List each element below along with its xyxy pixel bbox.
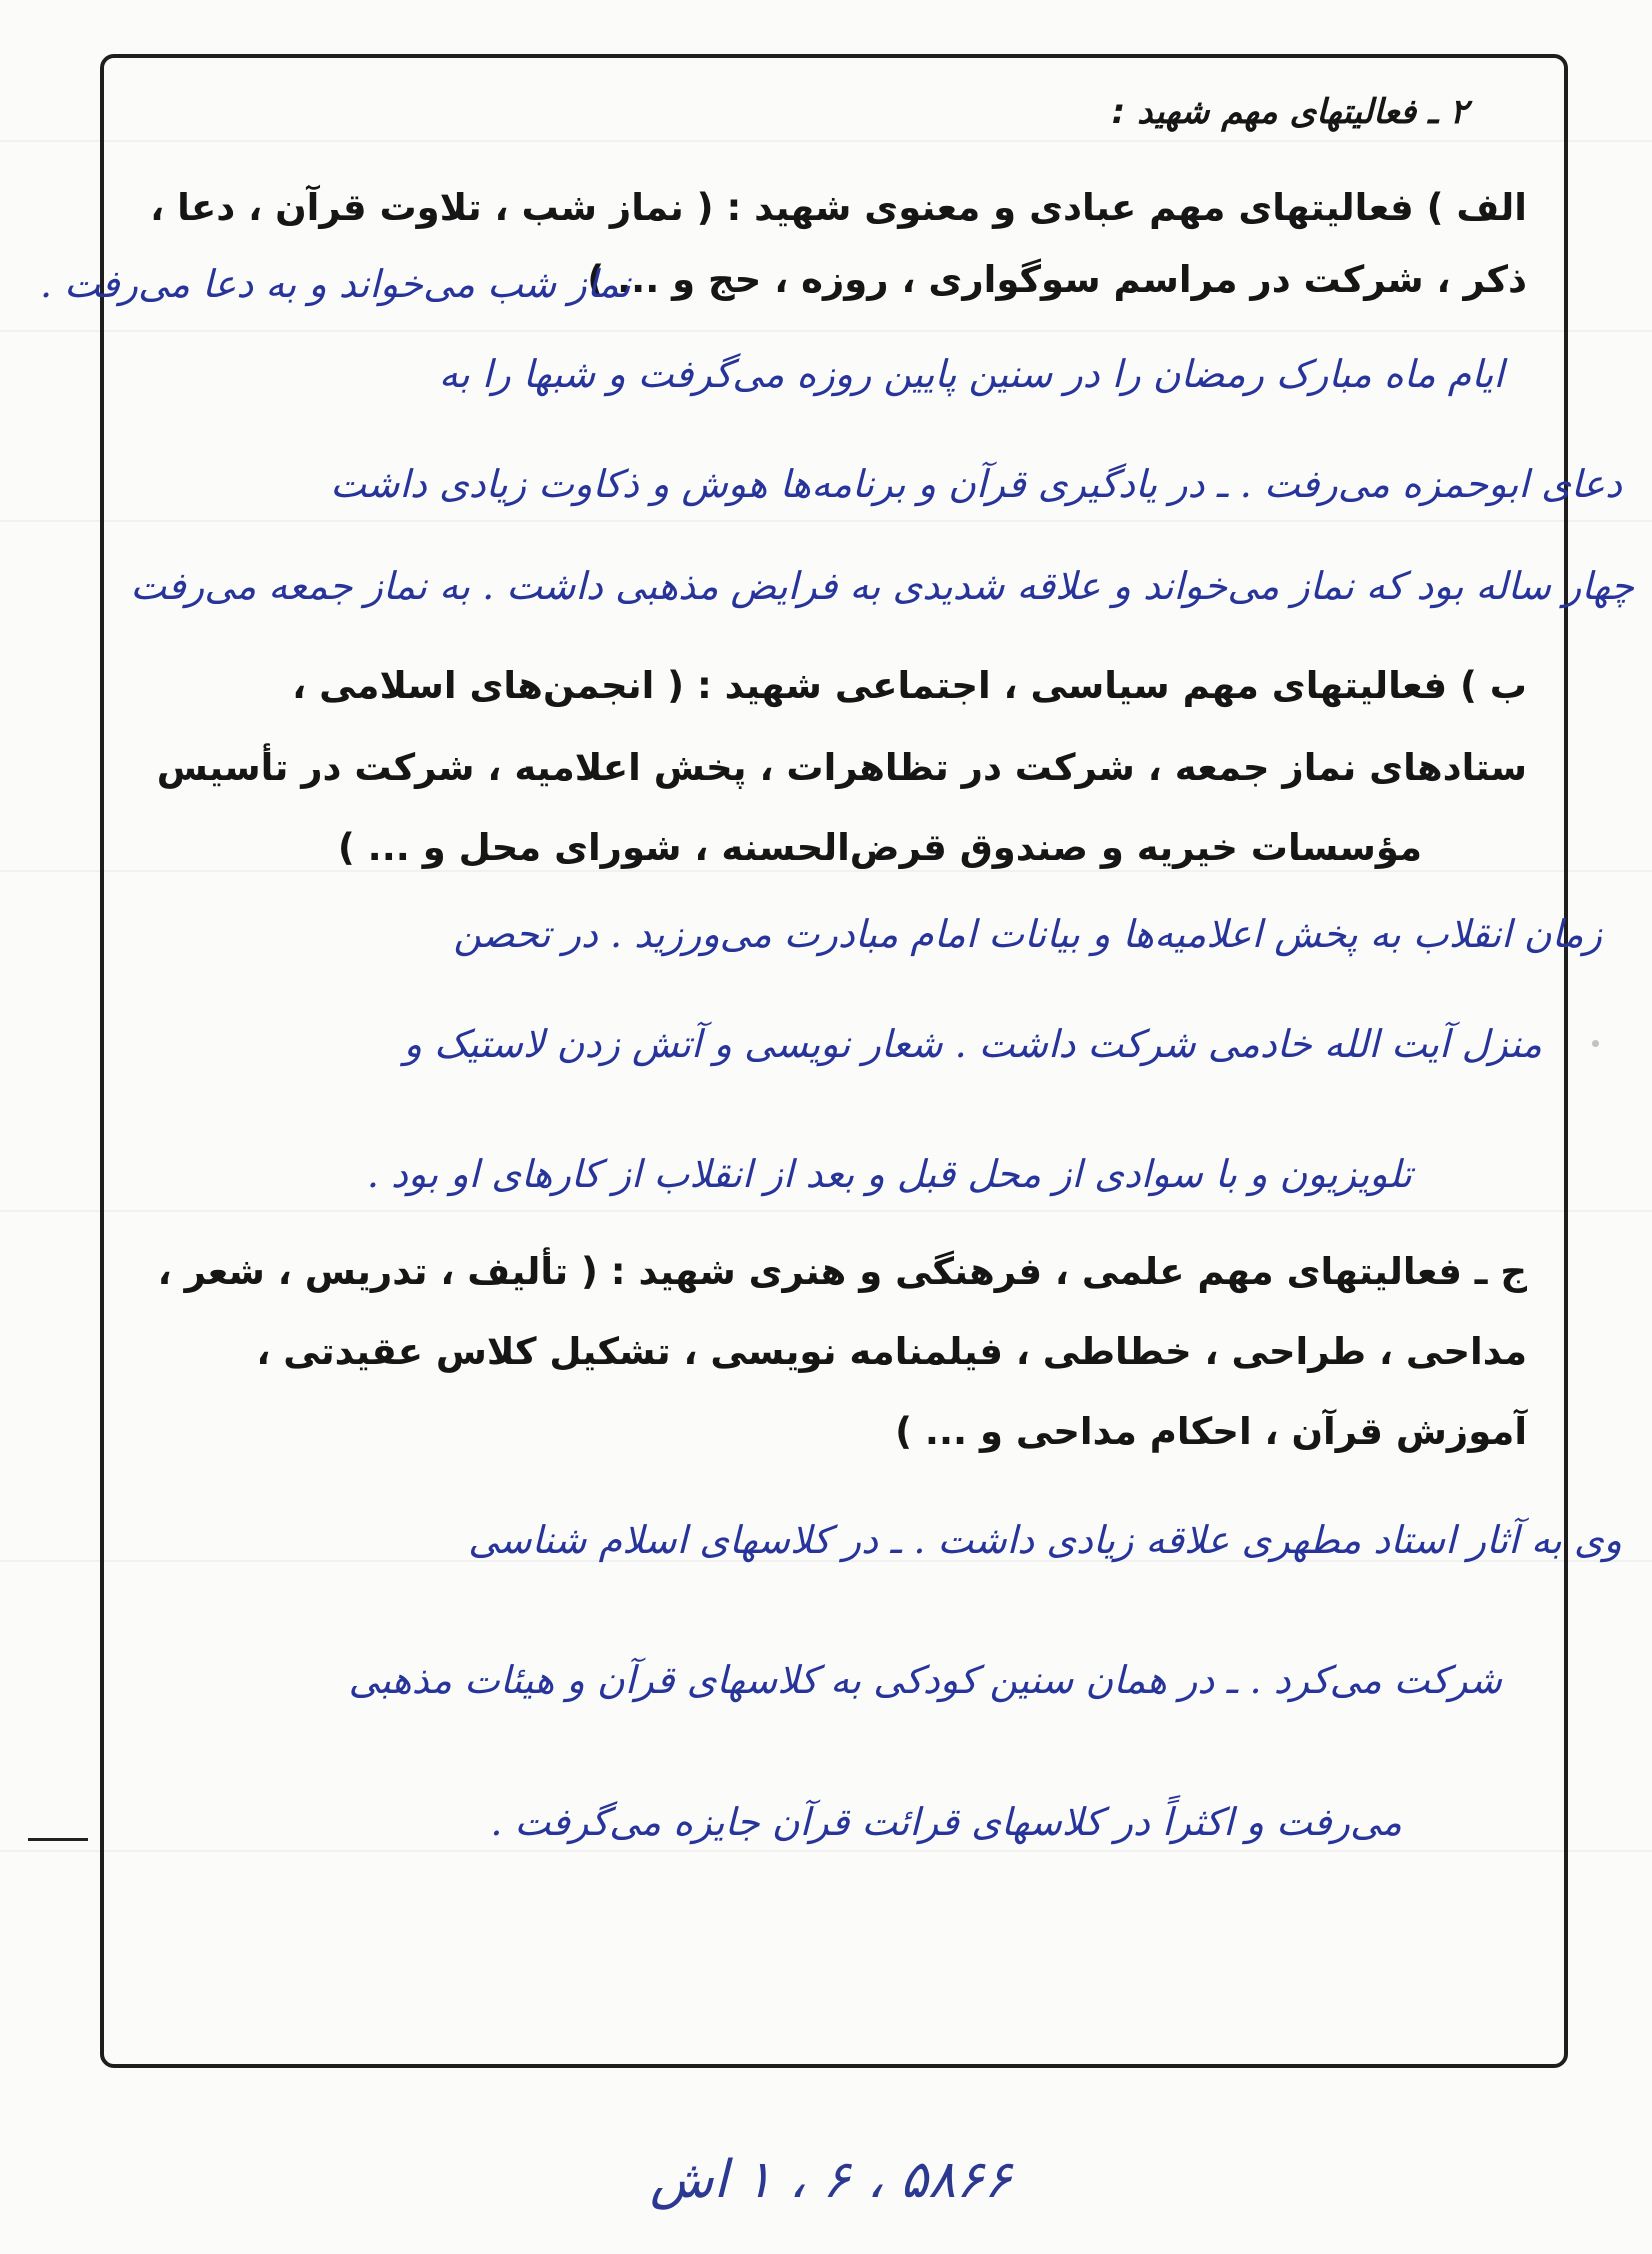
margin-dot — [1592, 1040, 1599, 1047]
section-header: ۲ ـ فعالیتهای مهم شهید : — [1111, 92, 1468, 132]
part-b-handwritten-line-1: زمان انقلاب به پخش اعلامیه‌ها و بیانات امام مبادرت می‌ورزید . در تحصن — [453, 912, 1602, 956]
part-a-handwritten-line-3: دعای ابوحمزه می‌رفت . ـ در یادگیری قرآن و برنامه‌ها هوش و ذکاوت زیادی داشت — [330, 462, 1622, 506]
margin-tick-mark — [28, 1838, 88, 1841]
part-c-handwritten-line-2: شرکت می‌کرد . ـ در همان سنین کودکی به کلاسهای قرآن و هیئات مذهبی — [348, 1658, 1502, 1702]
part-b-handwritten-line-3: تلویزیون و با سوادی از محل قبل و بعد از انقلاب از کارهای او بود . — [366, 1152, 1412, 1196]
part-c-printed-line-3: آموزش قرآن ، احکام مداحی و ... ) — [895, 1410, 1527, 1453]
part-c-handwritten-line-1: وی به آثار استاد مطهری علاقه زیادی داشت . ـ در کلاسهای اسلام شناسی — [468, 1518, 1622, 1562]
part-b-printed-line-1: ب ) فعالیتهای مهم سیاسی ، اجتماعی شهید : ( انجمن‌های اسلامی ، — [292, 664, 1527, 707]
part-b-printed-line-2: ستادهای نماز جمعه ، شرکت در تظاهرات ، پخش اعلامیه ، شرکت در تأسیس — [156, 746, 1527, 789]
part-c-printed-line-1: ج ـ فعالیتهای مهم علمی ، فرهنگی و هنری شهید : ( تألیف ، تدریس ، شعر ، — [157, 1250, 1527, 1293]
footer-archive-number: ۵۸۶۶ ، ۶ ، ۱ اش — [650, 2150, 1012, 2210]
part-a-handwritten-line-2: ایام ماه مبارک رمضان را در سنین پایین روزه می‌گرفت و شبها را به — [438, 352, 1504, 396]
part-c-printed-line-2: مداحی ، طراحی ، خطاطی ، فیلمنامه نویسی ، تشکیل کلاس عقیدتی ، — [256, 1330, 1527, 1373]
part-b-handwritten-line-2: منزل آیت الله خادمی شرکت داشت . شعار نویسی و آتش زدن لاستیک و — [403, 1022, 1542, 1066]
part-b-printed-line-3: مؤسسات خیریه و صندوق قرض‌الحسنه ، شورای محل و ... ) — [337, 826, 1422, 869]
part-a-printed-line-2: ذکر ، شرکت در مراسم سوگواری ، روزه ، حج و ... ) — [587, 258, 1527, 301]
part-a-handwritten-line-1: نماز شب می‌خواند و به دعا می‌رفت . — [40, 262, 631, 306]
part-c-handwritten-line-3: می‌رفت و اکثراً در کلاسهای قرائت قرآن جایزه می‌گرفت . — [490, 1800, 1402, 1844]
part-a-handwritten-line-4: چهار ساله بود که نماز می‌خواند و علاقه شدیدی به فرایض مذهبی داشت . به نماز جمعه می‌رفت — [130, 564, 1634, 608]
part-a-printed-line-1: الف ) فعالیتهای مهم عبادی و معنوی شهید : ( نماز شب ، تلاوت قرآن ، دعا ، — [150, 186, 1527, 229]
